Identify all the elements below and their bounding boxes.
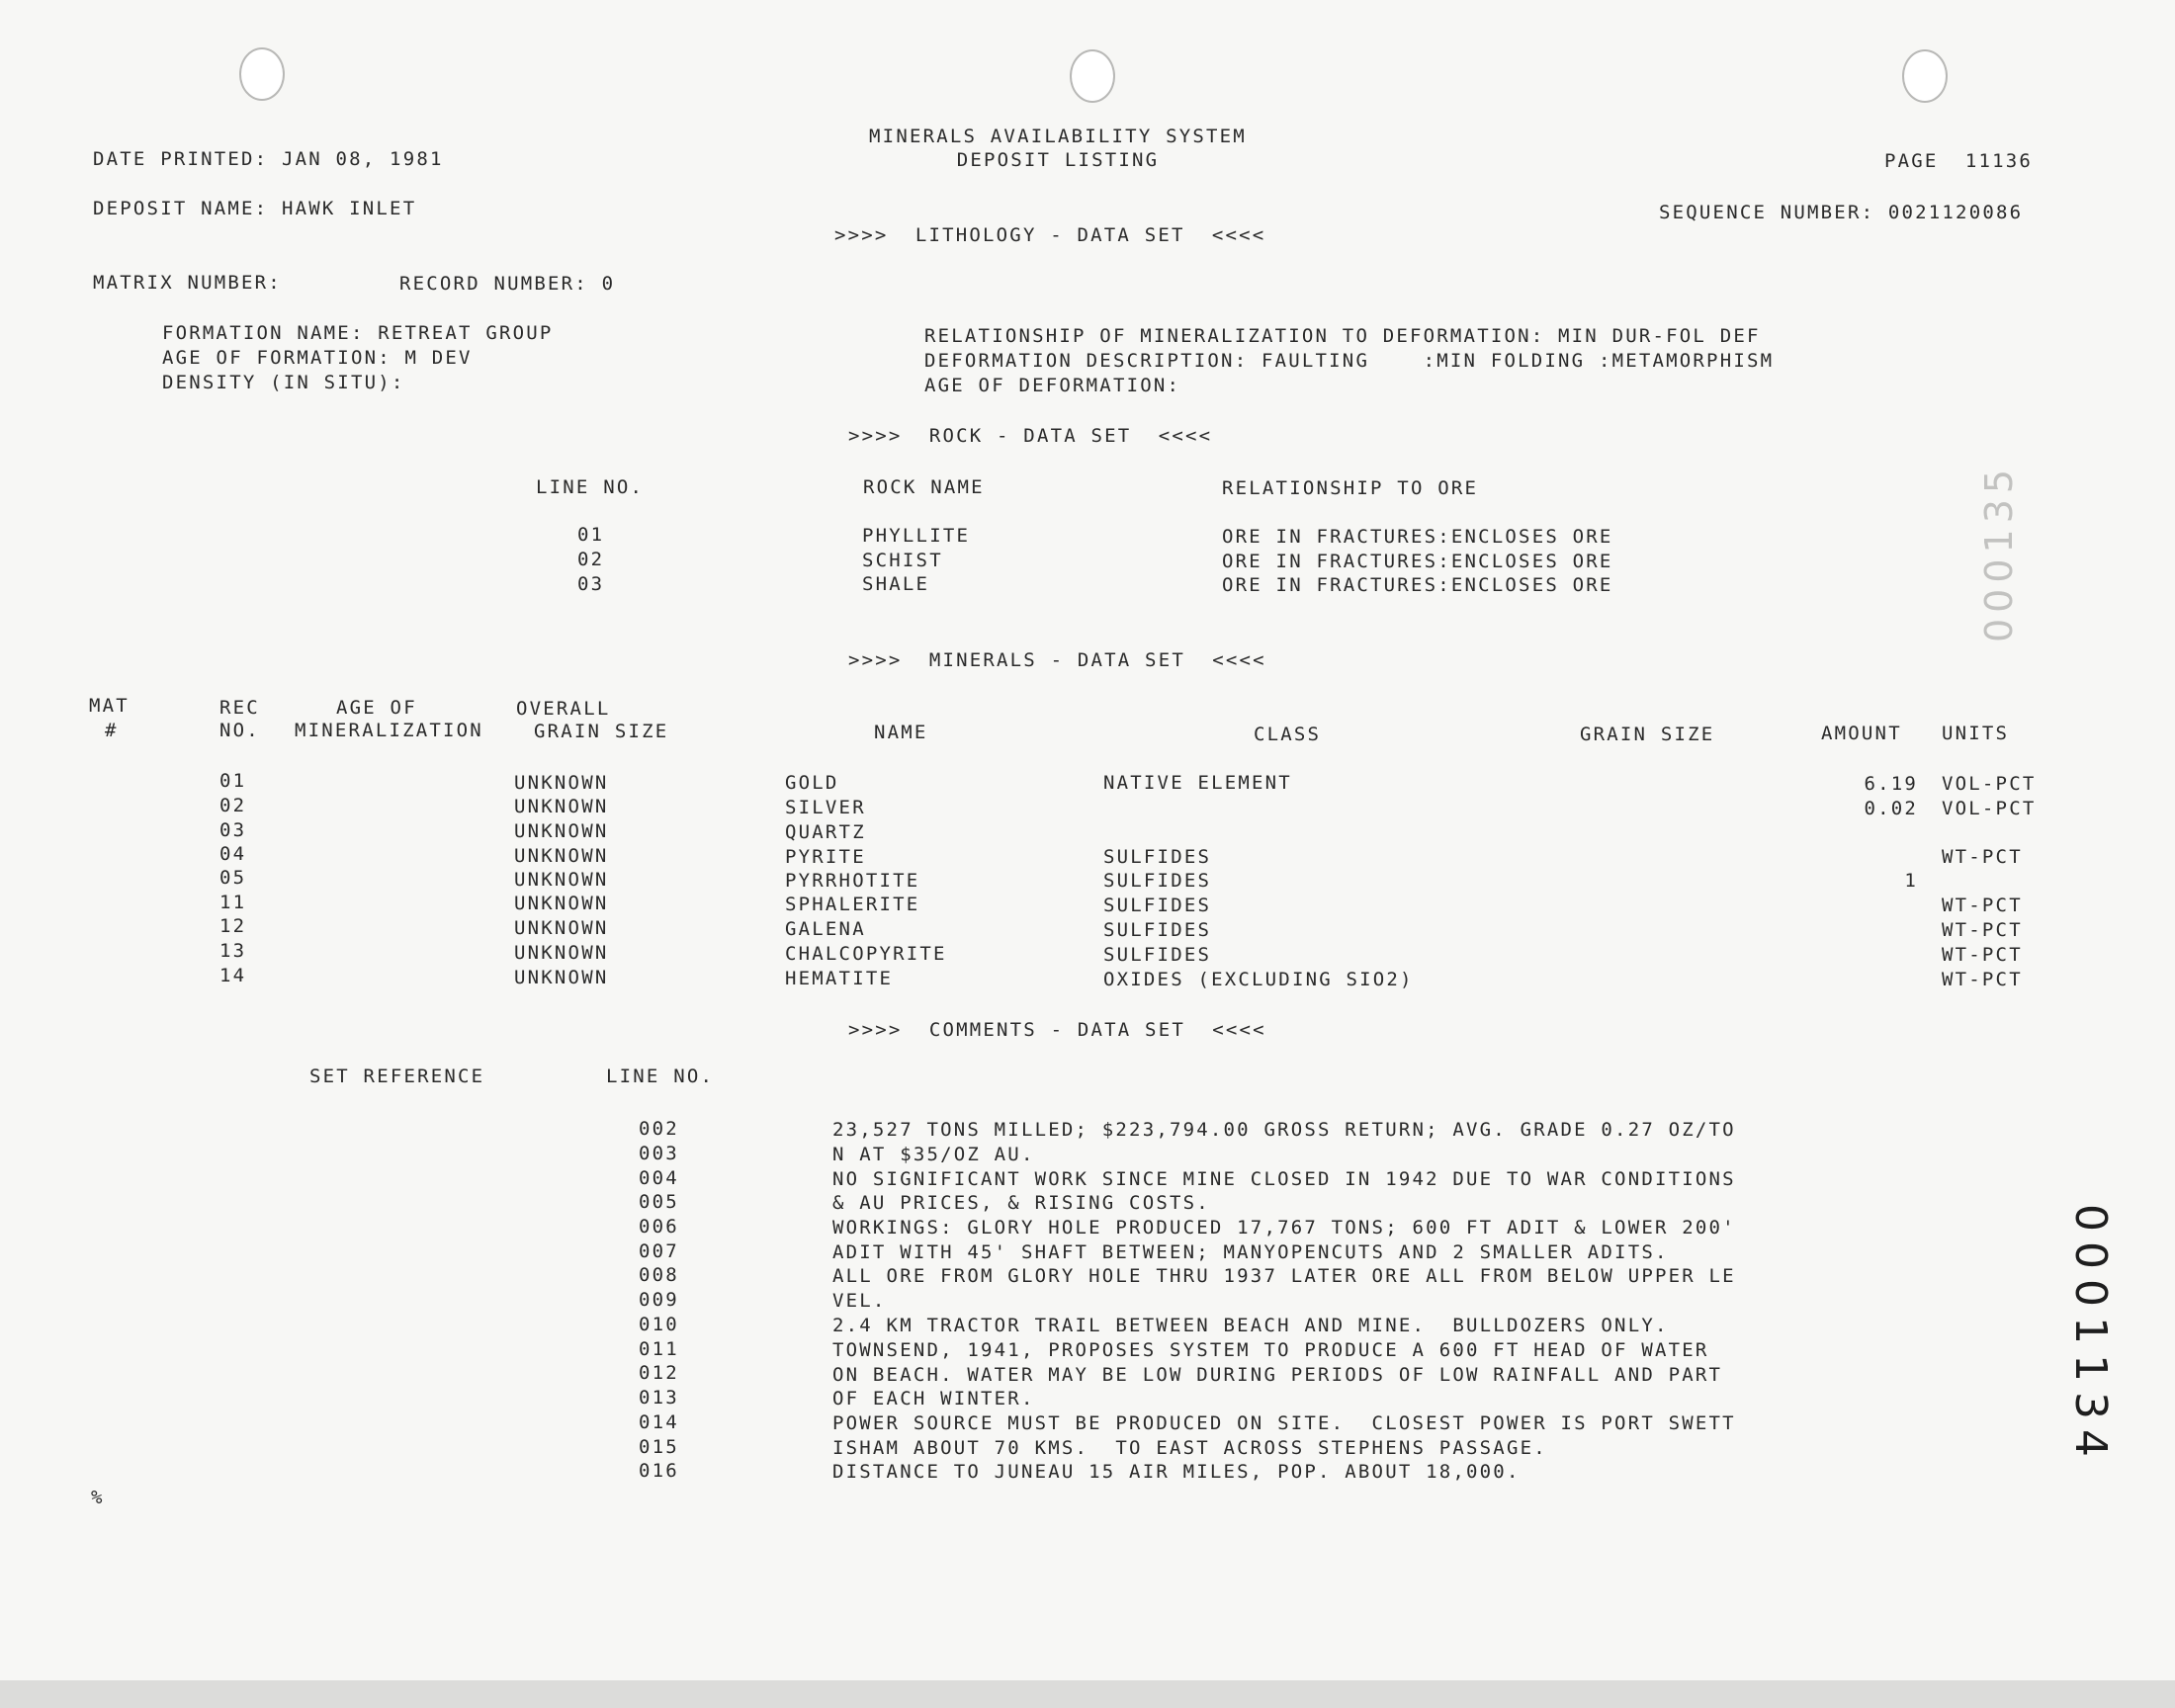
comment-text: N AT $35/OZ AU. bbox=[832, 1144, 1035, 1165]
mineral-row-rec: 02 bbox=[219, 795, 247, 816]
minerals-col-age-mineralization: MINERALIZATION bbox=[295, 720, 483, 741]
mineral-row-amount: 0.02 bbox=[1864, 798, 1918, 819]
page-number: PAGE 11136 bbox=[1884, 150, 2034, 172]
mineral-row-amount: 6.19 bbox=[1864, 773, 1918, 795]
comment-line-no: 006 bbox=[639, 1216, 679, 1238]
mineral-row-units: WT-PCT bbox=[1942, 944, 2023, 966]
mineral-row-rec: 14 bbox=[219, 965, 247, 986]
punch-hole-right bbox=[1902, 49, 1948, 103]
comment-line-no: 005 bbox=[639, 1191, 679, 1213]
mineral-row-name: SILVER bbox=[785, 797, 866, 818]
date-printed: DATE PRINTED: JAN 08, 1981 bbox=[93, 148, 444, 170]
comment-text: NO SIGNIFICANT WORK SINCE MINE CLOSED IN 1942 DUE TO WAR CONDITIONS bbox=[832, 1168, 1736, 1190]
mineral-row-name: CHALCOPYRITE bbox=[785, 943, 947, 965]
rock-row-name: PHYLLITE bbox=[862, 525, 971, 547]
minerals-col-mat: MAT bbox=[89, 695, 130, 717]
rock-row-line: 02 bbox=[577, 549, 605, 570]
comment-line-no: 010 bbox=[639, 1314, 679, 1335]
comment-line-no: 002 bbox=[639, 1118, 679, 1140]
mineral-row-grain: UNKNOWN bbox=[514, 845, 609, 867]
comment-text: & AU PRICES, & RISING COSTS. bbox=[832, 1192, 1210, 1214]
mineral-row-class: SULFIDES bbox=[1103, 895, 1212, 916]
mineral-row-units: WT-PCT bbox=[1942, 846, 2023, 868]
comment-text: ISHAM ABOUT 70 KMS. TO EAST ACROSS STEPHENS PASSAGE. bbox=[832, 1437, 1547, 1459]
mineral-row-class: SULFIDES bbox=[1103, 846, 1212, 868]
comment-line-no: 004 bbox=[639, 1167, 679, 1189]
mineral-row-class: OXIDES (EXCLUDING SIO2) bbox=[1103, 969, 1414, 990]
comment-line-no: 003 bbox=[639, 1143, 679, 1164]
age-of-formation: AGE OF FORMATION: M DEV bbox=[162, 347, 473, 369]
minerals-heading: >>>> MINERALS - DATA SET <<<< bbox=[848, 649, 1266, 671]
minerals-col-overall: OVERALL bbox=[516, 698, 611, 720]
mineral-row-grain: UNKNOWN bbox=[514, 772, 609, 794]
mineral-row-units: VOL-PCT bbox=[1942, 798, 2037, 819]
comment-line-no: 007 bbox=[639, 1240, 679, 1262]
comment-text: DISTANCE TO JUNEAU 15 AIR MILES, POP. ABOUT 18,000. bbox=[832, 1461, 1521, 1483]
mineral-row-grain: UNKNOWN bbox=[514, 917, 609, 939]
comments-col-line-no: LINE NO. bbox=[606, 1066, 715, 1087]
deposit-name: DEPOSIT NAME: HAWK INLET bbox=[93, 198, 417, 219]
comments-col-set-reference: SET REFERENCE bbox=[309, 1066, 485, 1087]
mineral-row-rec: 13 bbox=[219, 940, 247, 962]
mineral-row-class: SULFIDES bbox=[1103, 944, 1212, 966]
minerals-col-class: CLASS bbox=[1254, 724, 1322, 745]
comment-text: ON BEACH. WATER MAY BE LOW DURING PERIODS OF LOW RAINFALL AND PART bbox=[832, 1364, 1723, 1386]
comments-heading: >>>> COMMENTS - DATA SET <<<< bbox=[848, 1019, 1266, 1041]
mineral-row-rec: 03 bbox=[219, 819, 247, 841]
mineral-row-name: GALENA bbox=[785, 918, 866, 940]
punch-hole-left bbox=[239, 47, 285, 101]
comment-text: ADIT WITH 45' SHAFT BETWEEN; MANYOPENCUTS AND 2 SMALLER ADITS. bbox=[832, 1241, 1669, 1263]
mineral-row-units: WT-PCT bbox=[1942, 969, 2023, 990]
mineral-row-rec: 11 bbox=[219, 892, 247, 913]
mineral-row-class: NATIVE ELEMENT bbox=[1103, 772, 1292, 794]
comment-line-no: 009 bbox=[639, 1289, 679, 1311]
mineral-row-grain: UNKNOWN bbox=[514, 893, 609, 914]
rock-heading: >>>> ROCK - DATA SET <<<< bbox=[848, 425, 1213, 447]
mineral-row-name: QUARTZ bbox=[785, 821, 866, 843]
deformation-description: DEFORMATION DESCRIPTION: FAULTING :MIN FOLDING :METAMORPHISM bbox=[924, 350, 1775, 372]
comment-text: WORKINGS: GLORY HOLE PRODUCED 17,767 TONS; 600 FT ADIT & LOWER 200' bbox=[832, 1217, 1736, 1238]
listing-title: DEPOSIT LISTING bbox=[956, 149, 1160, 171]
matrix-number: MATRIX NUMBER: bbox=[93, 272, 282, 294]
mineral-row-rec: 05 bbox=[219, 867, 247, 889]
comment-line-no: 014 bbox=[639, 1411, 679, 1433]
comment-text: TOWNSEND, 1941, PROPOSES SYSTEM TO PRODUCE A 600 FT HEAD OF WATER bbox=[832, 1339, 1709, 1361]
minerals-col-units: UNITS bbox=[1942, 723, 2010, 744]
comment-text: 23,527 TONS MILLED; $223,794.00 GROSS RETURN; AVG. GRADE 0.27 OZ/TO bbox=[832, 1119, 1736, 1141]
mineral-row-grain: UNKNOWN bbox=[514, 942, 609, 964]
mineral-row-grain: UNKNOWN bbox=[514, 869, 609, 891]
formation-name: FORMATION NAME: RETREAT GROUP bbox=[162, 322, 554, 344]
comment-line-no: 012 bbox=[639, 1362, 679, 1384]
mineral-row-name: PYRITE bbox=[785, 846, 866, 868]
mineral-row-name: HEMATITE bbox=[785, 968, 894, 989]
scanner-strip bbox=[0, 1680, 2175, 1708]
rock-col-relationship: RELATIONSHIP TO ORE bbox=[1222, 477, 1479, 499]
mineral-row-rec: 04 bbox=[219, 843, 247, 865]
mineral-row-name: SPHALERITE bbox=[785, 894, 920, 915]
rock-row-relationship: ORE IN FRACTURES:ENCLOSES ORE bbox=[1222, 551, 1613, 572]
mineral-row-units: VOL-PCT bbox=[1942, 773, 2037, 795]
percent-mark: % bbox=[91, 1487, 105, 1508]
comment-text: OF EACH WINTER. bbox=[832, 1388, 1035, 1409]
rock-row-line: 01 bbox=[577, 524, 605, 546]
stamp-number: 0001134 bbox=[2065, 1204, 2116, 1467]
comment-text: POWER SOURCE MUST BE PRODUCED ON SITE. CLOSEST POWER IS PORT SWETT bbox=[832, 1412, 1736, 1434]
minerals-col-mat-hash: # bbox=[105, 720, 119, 741]
mineral-row-amount: 1 bbox=[1904, 870, 1918, 892]
punch-hole-center bbox=[1070, 49, 1115, 103]
rock-row-name: SHALE bbox=[862, 573, 930, 595]
age-of-deformation: AGE OF DEFORMATION: bbox=[924, 375, 1181, 396]
mineral-row-grain: UNKNOWN bbox=[514, 796, 609, 817]
comment-line-no: 013 bbox=[639, 1387, 679, 1409]
minerals-col-rec: REC bbox=[219, 697, 260, 719]
minerals-col-grain-size: GRAIN SIZE bbox=[1580, 724, 1715, 745]
system-title: MINERALS AVAILABILITY SYSTEM bbox=[869, 126, 1247, 147]
mineral-row-rec: 12 bbox=[219, 915, 247, 937]
mineral-row-grain: UNKNOWN bbox=[514, 820, 609, 842]
comment-text: 2.4 KM TRACTOR TRAIL BETWEEN BEACH AND MINE. BULLDOZERS ONLY. bbox=[832, 1315, 1669, 1336]
faint-stamp: 000135 bbox=[1977, 463, 2021, 642]
minerals-col-overall-grain: GRAIN SIZE bbox=[534, 721, 669, 742]
rock-row-relationship: ORE IN FRACTURES:ENCLOSES ORE bbox=[1222, 574, 1613, 596]
rock-col-line-no: LINE NO. bbox=[536, 476, 645, 498]
comment-text: VEL. bbox=[832, 1290, 887, 1312]
lithology-heading: >>>> LITHOLOGY - DATA SET <<<< bbox=[834, 224, 1266, 246]
mineralization-relationship: RELATIONSHIP OF MINERALIZATION TO DEFORMATION: MIN DUR-FOL DEF bbox=[924, 325, 1761, 347]
mineral-row-name: GOLD bbox=[785, 772, 839, 794]
comment-line-no: 015 bbox=[639, 1436, 679, 1458]
comment-line-no: 011 bbox=[639, 1338, 679, 1360]
rock-row-relationship: ORE IN FRACTURES:ENCLOSES ORE bbox=[1222, 526, 1613, 548]
mineral-row-class: SULFIDES bbox=[1103, 870, 1212, 892]
mineral-row-units: WT-PCT bbox=[1942, 919, 2023, 941]
mineral-row-units: WT-PCT bbox=[1942, 895, 2023, 916]
rock-row-name: SCHIST bbox=[862, 550, 943, 571]
comment-text: ALL ORE FROM GLORY HOLE THRU 1937 LATER ORE ALL FROM BELOW UPPER LE bbox=[832, 1265, 1736, 1287]
comment-line-no: 008 bbox=[639, 1264, 679, 1286]
minerals-col-amount: AMOUNT bbox=[1821, 723, 1902, 744]
minerals-col-age: AGE OF bbox=[336, 697, 417, 719]
mineral-row-rec: 01 bbox=[219, 770, 247, 792]
density-in-situ: DENSITY (IN SITU): bbox=[162, 372, 405, 393]
rock-col-name: ROCK NAME bbox=[863, 476, 985, 498]
mineral-row-class: SULFIDES bbox=[1103, 919, 1212, 941]
mineral-row-grain: UNKNOWN bbox=[514, 967, 609, 988]
minerals-col-name: NAME bbox=[874, 722, 928, 743]
record-number: RECORD NUMBER: 0 bbox=[399, 273, 616, 295]
sequence-number: SEQUENCE NUMBER: 0021120086 bbox=[1659, 202, 2024, 223]
rock-row-line: 03 bbox=[577, 573, 605, 595]
mineral-row-name: PYRRHOTITE bbox=[785, 870, 920, 892]
minerals-col-rec-no: NO. bbox=[219, 720, 260, 741]
comment-line-no: 016 bbox=[639, 1460, 679, 1482]
